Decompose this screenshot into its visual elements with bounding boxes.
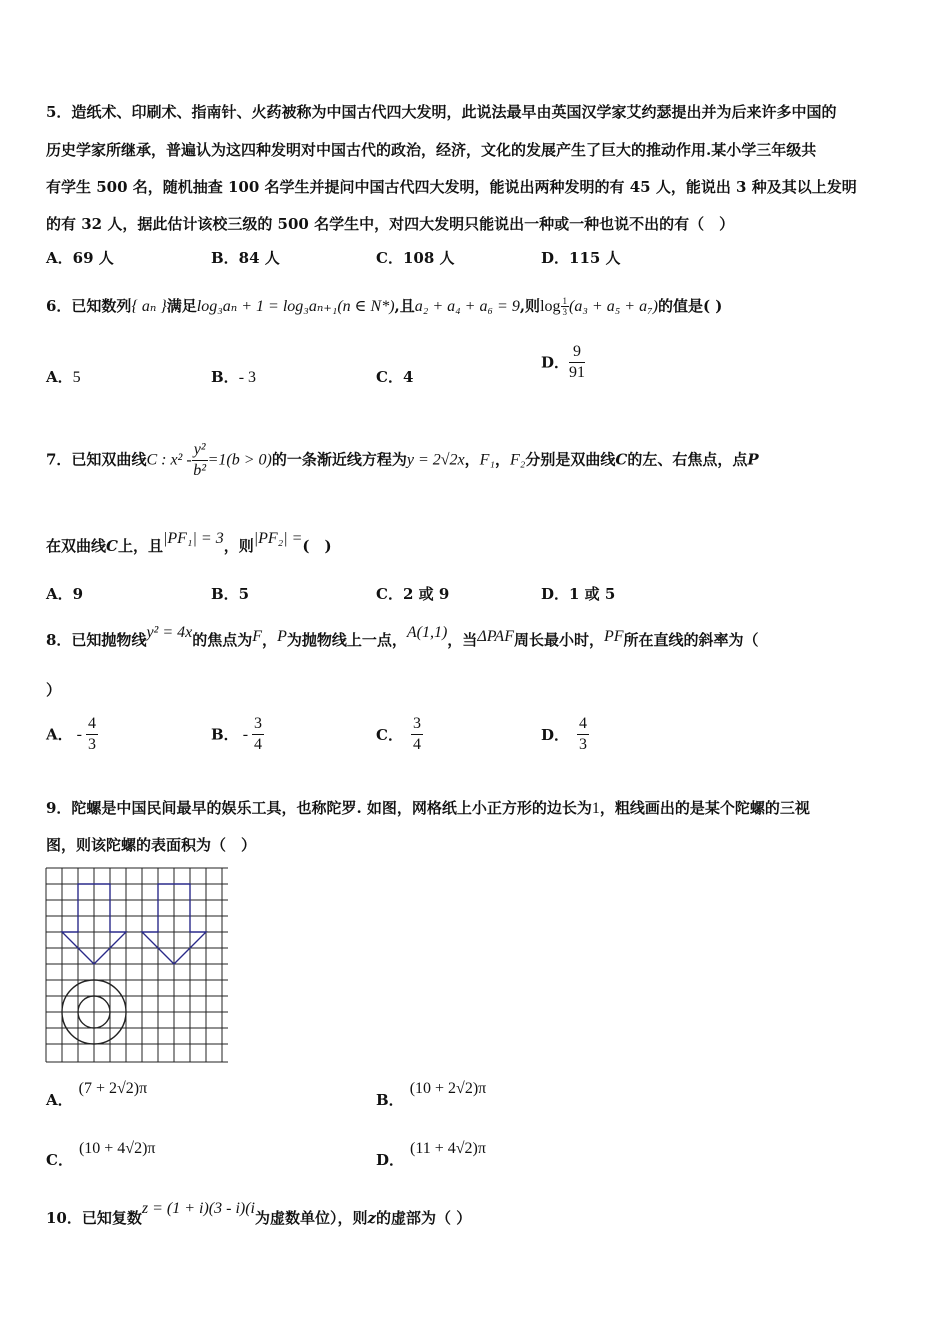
option-sign: - <box>242 725 249 743</box>
option-value: 5 <box>72 369 81 386</box>
q5-line1: 5．造纸术、印刷术、指南针、火药被称为中国古代四大发明，此说法最早由英国汉学家艾约瑟提出并为后来许多中国的 <box>46 103 837 121</box>
option-label: D． <box>541 353 570 372</box>
q7-text: ，则 <box>223 537 254 555</box>
q5-option-a: A．69 人 <box>46 249 114 267</box>
option-fraction <box>569 342 585 383</box>
q8-text: 的焦点为 <box>192 631 253 649</box>
q7-pf2: |PF₂| = <box>253 530 303 547</box>
q7-option-b: B．5 <box>211 585 250 603</box>
option-fraction <box>577 714 589 755</box>
q7-pf1: |PF₁| = 3 <box>162 530 224 547</box>
option-label: D． <box>541 725 570 744</box>
q8-p: P <box>277 628 287 645</box>
q7-text: 在双曲线 <box>46 537 107 555</box>
q7-option-c: C．2 或 9 <box>376 585 450 603</box>
q7-equation-right: =1(b > 0) <box>207 451 272 469</box>
q6-option-c <box>376 367 413 387</box>
q10-text: 的虚部为（ ） <box>376 1209 472 1227</box>
q9-unit: 1 <box>591 800 600 817</box>
fraction-denominator: 4 <box>412 736 421 753</box>
q8-pf: PF <box>603 628 624 645</box>
q6-sequence: { aₙ } <box>131 298 167 315</box>
q6-text: ,则 <box>519 297 541 315</box>
q9-option-d <box>376 1138 486 1169</box>
q7-option-a: A．9 <box>46 585 84 603</box>
option-label: B． <box>211 368 239 386</box>
q10-prefix: 10．已知复数 <box>46 1209 142 1227</box>
q8-option-b <box>211 714 264 755</box>
q6-condition: log₃aₙ + 1 = log₃aₙ₊₁ <box>196 298 338 315</box>
grid-lines <box>46 868 228 1062</box>
q8-stem-line2: ） <box>46 681 62 699</box>
option-value: 4 <box>402 368 414 386</box>
option-value: - 3 <box>238 369 257 386</box>
q7-c: C <box>106 537 118 555</box>
fraction-denominator: 3 <box>87 736 96 753</box>
q7-prefix: 7．已知双曲线 <box>46 450 147 469</box>
q7-p: P <box>747 450 759 469</box>
q7-f2: F₂ <box>510 451 526 469</box>
q8-triangle: ΔPAF <box>477 628 514 645</box>
fraction-denominator: 3 <box>579 736 588 753</box>
q5-line4: 的有 32 人，据此估计该校三级的 500 名学生中，对四大发明只能说出一种或一种也说不出的有（ ） <box>46 215 735 233</box>
fraction-numerator: 4 <box>86 714 98 735</box>
option-label: B． <box>211 725 239 744</box>
fraction-numerator: 9 <box>569 342 585 363</box>
option-fraction <box>86 714 98 755</box>
option-label: A． <box>46 1091 73 1109</box>
q8-text: 所在直线的斜率为（ <box>623 631 759 649</box>
q6-option-a <box>46 367 81 388</box>
option-value: (11 + 4√2)π <box>410 1140 486 1157</box>
q8-text: ，当 <box>447 631 478 649</box>
q8-option-c <box>376 714 423 755</box>
q7-text: 的左、右焦点，点 <box>627 450 748 469</box>
option-label: D． <box>376 1151 405 1169</box>
q7-equation-left: C : x² - <box>146 451 192 469</box>
q6-base-num: 1 <box>562 296 568 306</box>
q7-stem-line2 <box>46 530 332 557</box>
q8-text: ， <box>262 631 278 649</box>
q5-option-b: B．84 人 <box>211 249 280 267</box>
q7-text: ， <box>495 450 511 469</box>
option-value: (7 + 2√2)π <box>78 1080 148 1097</box>
q6-option-d <box>541 342 585 383</box>
option-label: C． <box>376 368 403 386</box>
q8-prefix: 8．已知抛物线 <box>46 631 147 649</box>
q6-log-base <box>561 296 570 317</box>
q10-z: z <box>367 1209 377 1227</box>
q6-stem <box>46 296 722 317</box>
q8-point-a: A(1,1) <box>406 624 448 641</box>
q6-text: 满足 <box>166 297 197 315</box>
q6-prefix: 6．已知数列 <box>46 297 132 315</box>
fraction-denominator: b² <box>193 462 207 479</box>
q9-stem-line1 <box>46 798 810 819</box>
q6-sum: a₂ + a₄ + a₆ = 9 <box>414 298 520 315</box>
q8-option-d <box>541 714 589 755</box>
fraction-numerator: 4 <box>577 714 589 735</box>
option-label: C． <box>376 725 403 744</box>
q7-text: ， <box>464 450 480 469</box>
q8-text: 为抛物线上一点， <box>286 631 407 649</box>
q5-line3: 有学生 500 名，随机抽查 100 名学生并提问中国古代四大发明，能说出两种发明的有 45 人，能说出 3 种及其以上发明 <box>46 178 857 196</box>
q7-f1: F₁ <box>479 451 495 469</box>
option-fraction <box>411 714 423 755</box>
q6-condition-domain: (n ∈ N*) <box>337 298 395 315</box>
fraction-denominator: 91 <box>569 364 586 381</box>
q7-option-d: D．1 或 5 <box>541 585 616 603</box>
fraction-numerator: 3 <box>411 714 423 735</box>
q6-log-argument: (a₃ + a₅ + a₇) <box>569 298 658 315</box>
q10-stem <box>46 1200 472 1229</box>
q7-equation-fraction <box>192 440 208 481</box>
q7-text: ( ) <box>302 537 332 555</box>
q9-option-b <box>376 1078 487 1109</box>
q7-text: 分别是双曲线 <box>525 450 616 469</box>
q5-line2: 历史学家所继承，普遍认为这四种发明对中国古代的政治，经济，文化的发展产生了巨大的推动作用.某小学三年级共 <box>46 141 817 159</box>
q6-text: 的值是( ) <box>657 297 723 315</box>
q8-text: 周长最小时， <box>513 631 604 649</box>
option-fraction <box>252 714 264 755</box>
q8-equation: y² = 4x <box>146 624 193 641</box>
q7-c: C <box>615 450 628 469</box>
q7-asymptote: y = 2√2x <box>406 451 465 469</box>
fraction-denominator: 4 <box>254 736 263 753</box>
q9-stem-line2: 图，则该陀螺的表面积为（ ） <box>46 836 257 854</box>
option-label: C． <box>46 1151 73 1169</box>
q6-option-b <box>211 367 256 388</box>
q8-f: F <box>252 628 263 645</box>
q10-text: 为虚数单位），则 <box>255 1209 368 1227</box>
option-sign: - <box>76 725 82 743</box>
q7-text: 的一条渐近线方程为 <box>271 450 407 469</box>
fraction-numerator: 3 <box>252 714 264 735</box>
q9-text: ，粗线画出的是某个陀螺的三视 <box>599 799 810 817</box>
fraction-numerator: y² <box>192 440 208 461</box>
q6-base-den: 3 <box>562 307 568 317</box>
option-label: A． <box>46 368 73 386</box>
option-label: A． <box>46 725 73 744</box>
q9-text: 9．陀螺是中国民间最早的娱乐工具，也称陀罗. 如图，网格纸上小正方形的边长为 <box>46 799 592 817</box>
option-label: B． <box>376 1091 404 1109</box>
q6-log: log <box>540 298 561 315</box>
q7-text: 上，且 <box>117 537 163 555</box>
q5-option-c: C．108 人 <box>376 249 455 267</box>
option-value: (10 + 4√2)π <box>78 1140 156 1157</box>
q8-stem-line1 <box>46 624 759 651</box>
top-three-view-figure <box>44 866 230 1066</box>
q9-option-a <box>46 1078 148 1109</box>
q6-text: ,且 <box>394 297 415 315</box>
q9-option-c <box>46 1138 156 1169</box>
q5-option-d: D．115 人 <box>541 249 621 267</box>
q10-equation: z = (1 + i)(3 - i)(i <box>141 1200 255 1217</box>
option-value: (10 + 2√2)π <box>409 1080 487 1097</box>
q7-stem-line1 <box>46 440 759 481</box>
q8-option-a <box>46 714 98 755</box>
